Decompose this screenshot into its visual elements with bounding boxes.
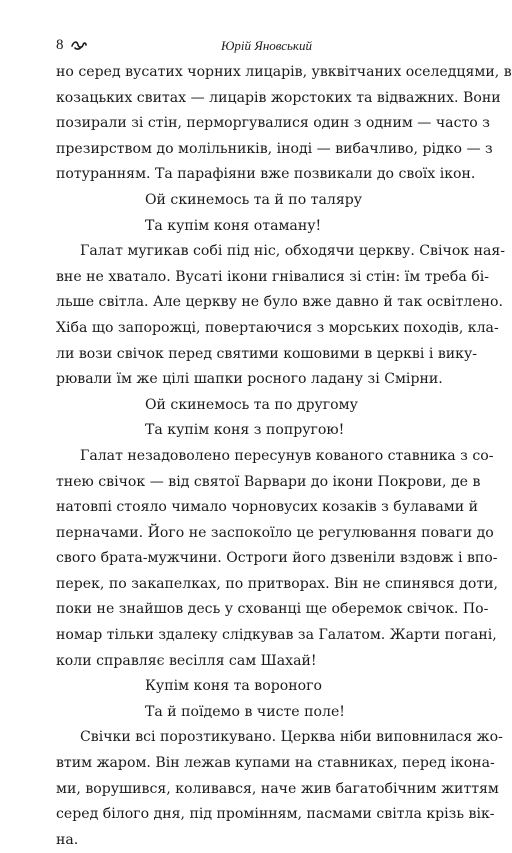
text-line: перначами. Його не заспокоїло це регулювання поваги до — [56, 524, 494, 541]
text-line: позирали зі стін, перморгувалися один з одним — часто з — [56, 115, 490, 132]
text-line: свого брата-мужчини. Остроги його дзвеніли вздовж і впо- — [56, 550, 498, 567]
body-text — [56, 60, 512, 853]
verse-line: Купім коня та вороного — [145, 678, 322, 695]
text-line: Свічки всі порозтикувано. Церква ніби виповнилася жо- — [80, 729, 503, 746]
text-line: ли вози свічок перед святими кошовими в церкві і вику- — [56, 345, 478, 362]
text-line: серед білого дня, під промінням, пасмами світла крізь вік- — [56, 806, 495, 823]
text-line: номар тільки здалеку слідкував за Галатом. Жарти погані, — [56, 627, 497, 644]
verse-line: Ой скинемось та по другому — [145, 396, 358, 413]
verse-line: Та й поїдемо в чисте поле! — [145, 703, 345, 720]
verse-line: Та купім коня з попругою! — [145, 422, 345, 439]
text-line: рювали їм же цілі шапки росного ладану зі Смірни. — [56, 371, 443, 388]
text-line: на. — [56, 831, 79, 848]
verse-line: Та купім коня отаману! — [145, 217, 322, 234]
text-line: потуранням. Та парафіяни вже позвикали до своїх ікон. — [56, 166, 476, 183]
running-title: Юрій Яновський — [221, 38, 313, 53]
text-line: поки не знайшов десь у схованці ще оберемок свічок. По- — [56, 601, 489, 618]
text-line: презирством до молільників, іноді — вибачливо, рідко — з — [56, 140, 493, 157]
text-line: вне не хватало. Вусаті ікони гнівалися зі стін: їм треба бі- — [56, 268, 490, 285]
text-line: натовпі стояло чимало чорновусих козаків з булавами й — [56, 499, 479, 516]
text-line: Галат мугикав собі під ніс, обходячи церкву. Свічок ная- — [80, 243, 506, 260]
text-line: козацьких свитах — лицарів жорстоких та відважних. Вони — [56, 89, 501, 106]
text-line: но серед вусатих чорних лицарів, увквітчаних оселедцями, в — [56, 64, 512, 80]
scroll-ornament-icon — [71, 39, 87, 51]
text-line: втим жаром. Він лежав купами на ставниках, перед ікона- — [56, 755, 495, 772]
text-line: тнею свічок — від святої Варвари до ікони Покрови, де в — [56, 473, 481, 490]
text-line: льше світла. Але церкву не було вже давно й так освітлено. — [56, 294, 504, 311]
text-line: Галат незадоволено пересунув кованого ставника з со- — [80, 447, 494, 464]
text-line: ми, ворушився, коливався, наче жив багатобічним життям — [56, 780, 499, 797]
text-line: перек, по закапелках, по притворах. Він не спинявся доти, — [56, 575, 498, 592]
page-header — [56, 36, 456, 56]
page-number: 8 — [56, 37, 64, 53]
verse-line: Ой скинемось та й по таляру — [145, 191, 363, 208]
text-line: коли справляє весілля сам Шахай! — [56, 652, 317, 669]
text-line: Хіба що запорожці, повертаючися з морських походів, кла- — [56, 319, 499, 336]
